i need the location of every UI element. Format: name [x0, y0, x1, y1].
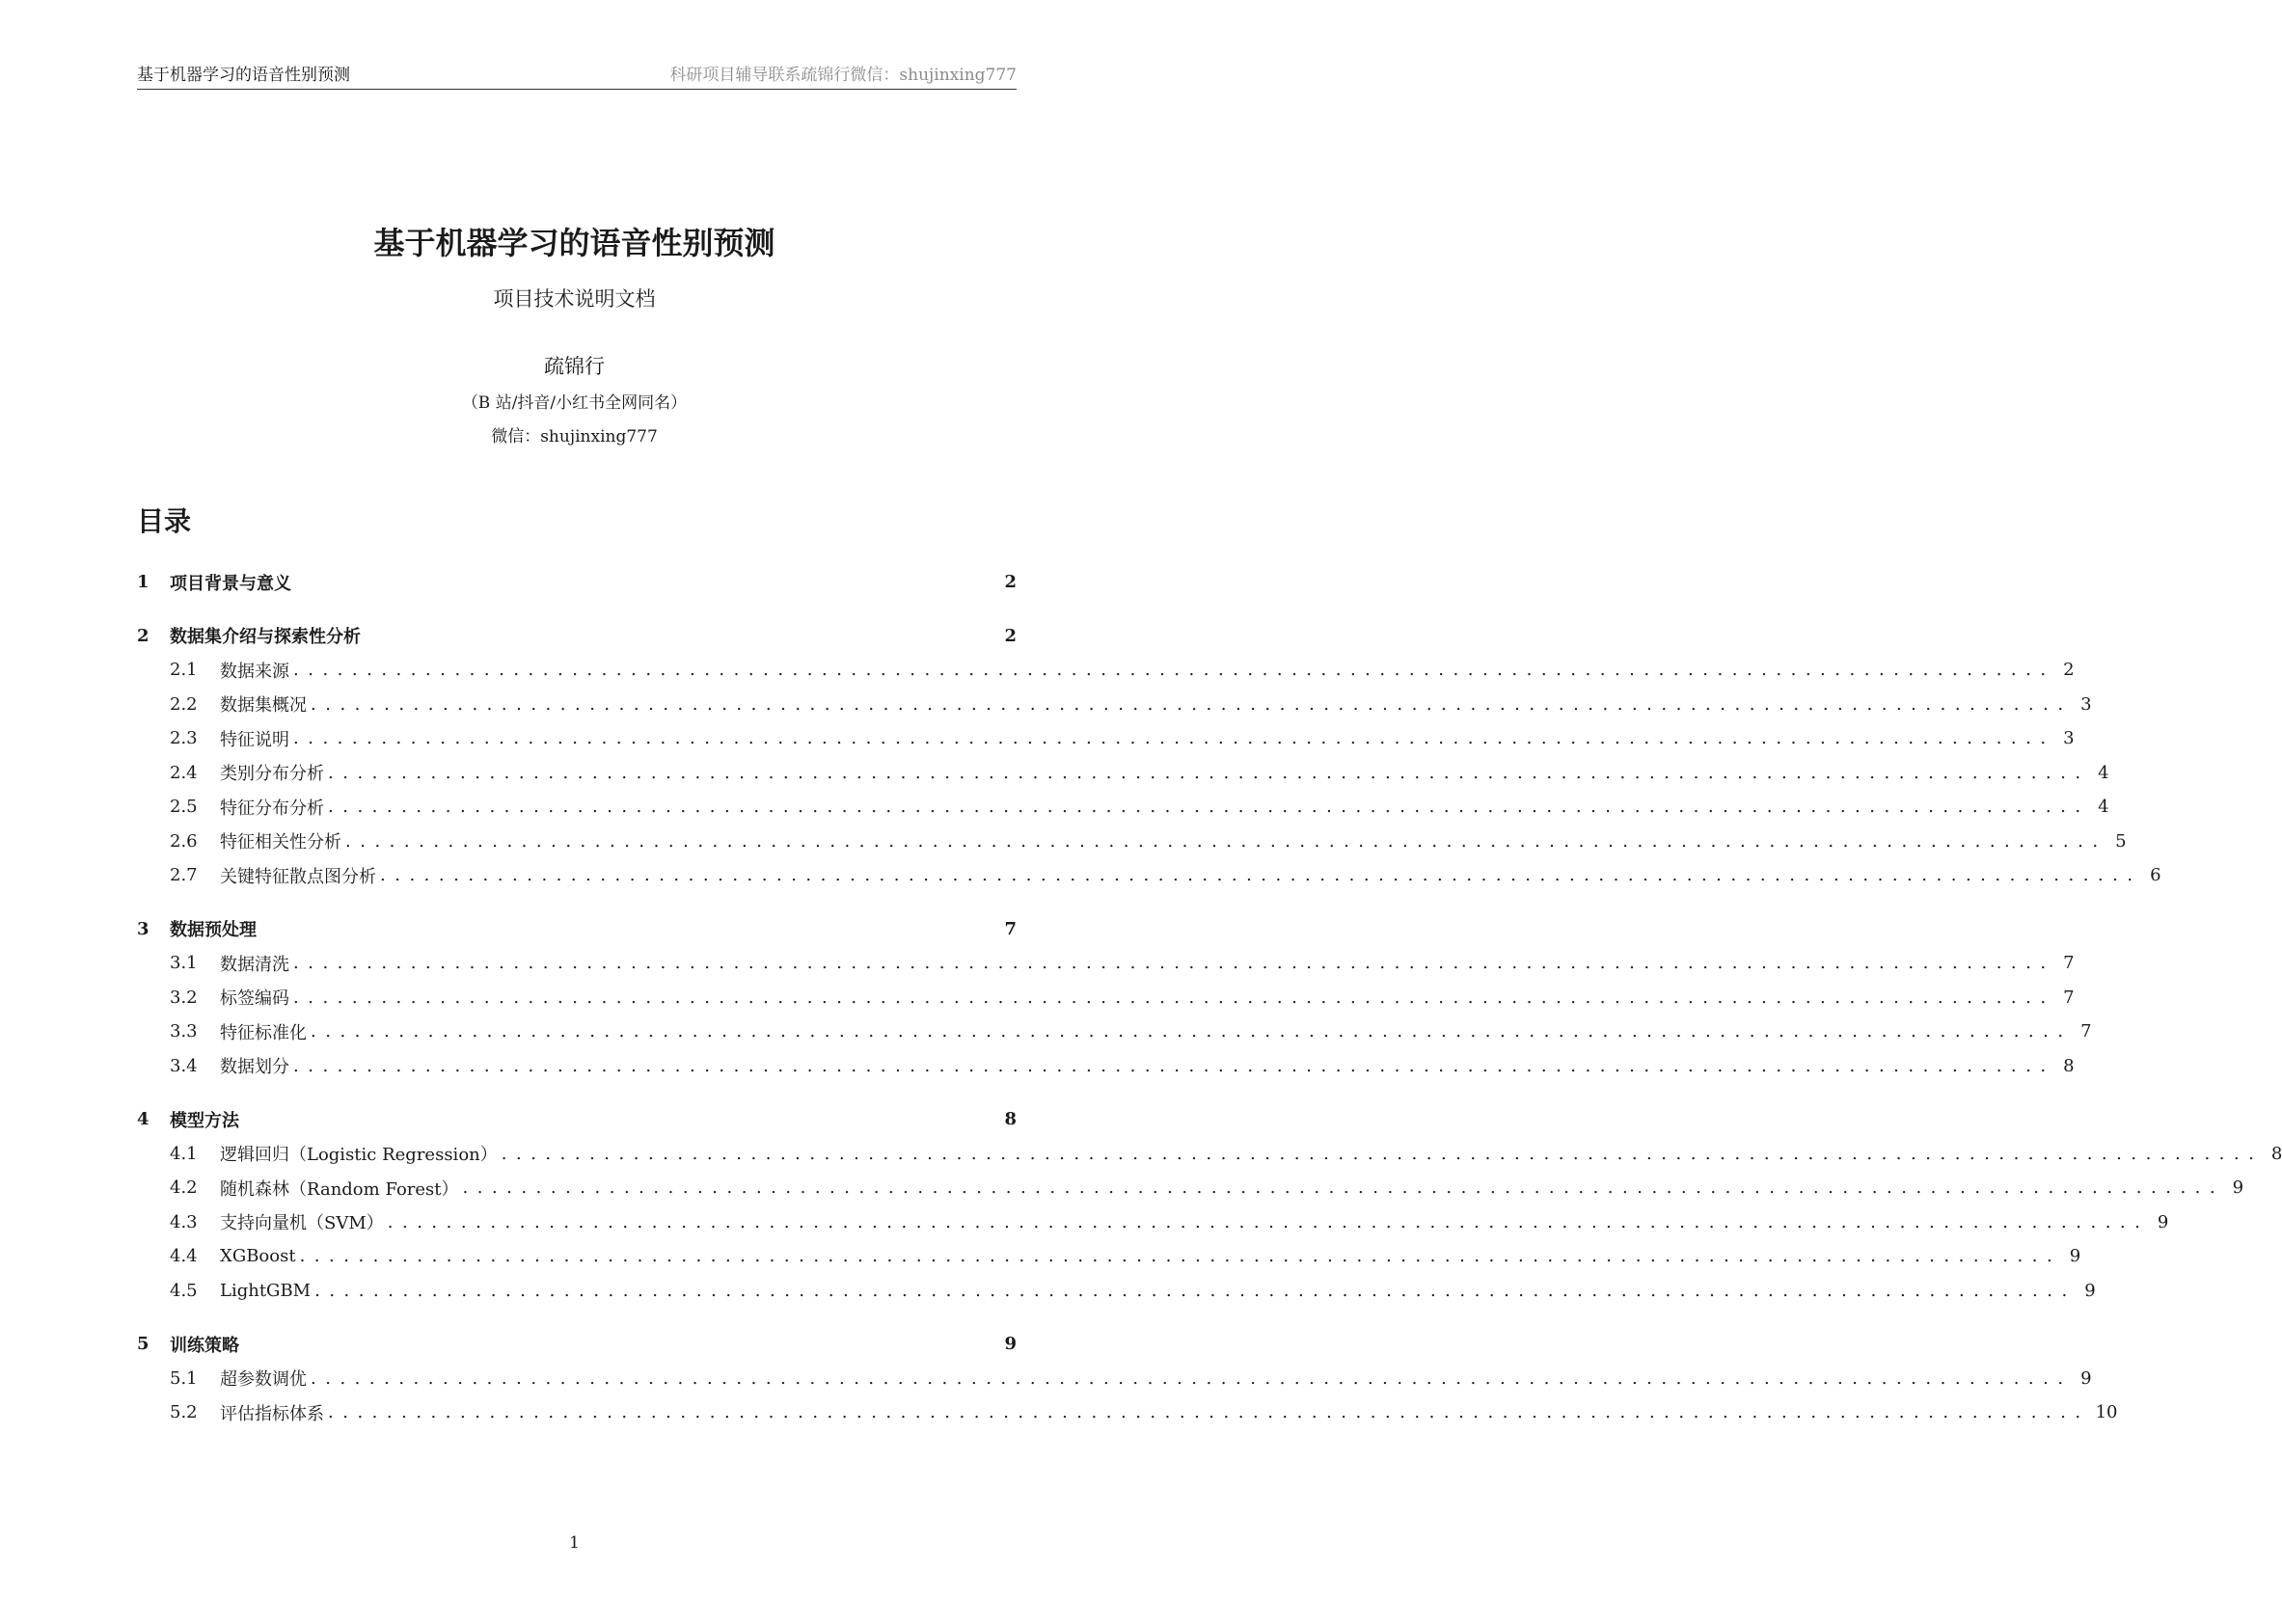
toc-entry-number: 1	[137, 572, 149, 593]
toc-entry-label: 特征相关性分析	[220, 832, 341, 853]
toc-entry-number: 3.3	[170, 1021, 198, 1042]
toc-subsection-entry[interactable]	[137, 653, 2075, 688]
toc-entry-page: 4	[2098, 762, 2109, 783]
toc-entry-label: 数据清洗	[220, 954, 289, 975]
toc-entry-label: 数据划分	[220, 1057, 289, 1078]
toc-subsection-entry[interactable]	[137, 981, 2075, 1015]
toc-dot-leader: ........................................................................................................................	[293, 660, 2055, 681]
page-number: 1	[569, 1533, 580, 1553]
toc-dot-leader: ........................................................................................................................	[293, 728, 2055, 749]
toc-entry-label: 特征说明	[220, 729, 289, 750]
toc-entry-label: LightGBM	[220, 1280, 312, 1301]
document-subtitle: 项目技术说明文档	[493, 287, 656, 311]
author-name: 疏锦行	[544, 355, 605, 378]
toc-subsection-entry[interactable]	[137, 1049, 2075, 1084]
toc-dot-leader: ........................................................................................................................	[311, 693, 2073, 715]
toc-entry-label: 数据集介绍与探索性分析	[170, 627, 361, 648]
toc-subsection-entry[interactable]	[137, 1395, 2118, 1430]
toc-entry-number: 2.4	[170, 762, 198, 783]
toc-entry-number: 5.2	[170, 1402, 198, 1423]
toc-entry-number: 2.3	[170, 728, 198, 749]
toc-section-entry[interactable]	[137, 912, 1017, 947]
toc-entry-page: 9	[2080, 1367, 2092, 1389]
toc-entry-label: 随机森林（Random Forest）	[220, 1178, 459, 1200]
toc-dot-leader: ........................................................................................................................	[328, 762, 2090, 783]
toc-dot-leader: ........................................................................................................................	[462, 1177, 2225, 1199]
toc-entry-label: 数据集概况	[220, 695, 307, 717]
toc-entry-page: 10	[2095, 1402, 2118, 1423]
toc-entry-page: 8	[2270, 1143, 2282, 1164]
toc-entry-page: 2	[1004, 572, 1017, 593]
toc-dot-leader: ........................................................................................................................	[314, 1280, 2077, 1301]
toc-entry-page: 2	[1004, 625, 1017, 646]
toc-entry-label: 标签编码	[220, 988, 289, 1010]
toc-entry-page: 9	[2069, 1246, 2081, 1267]
toc-section-entry[interactable]	[137, 1102, 1017, 1137]
toc-entry-number: 2	[137, 625, 149, 646]
toc-entry-page: 6	[2150, 865, 2161, 886]
running-header	[137, 64, 1017, 90]
toc-entry-number: 2.6	[170, 830, 198, 852]
toc-dot-leader: ........................................................................................................................	[311, 1021, 2073, 1042]
toc-entry-page: 5	[2115, 830, 2127, 852]
toc-entry-label: 支持向量机（SVM）	[220, 1213, 384, 1234]
toc-subsection-entry[interactable]	[137, 790, 2109, 825]
toc-entry-label: 项目背景与意义	[170, 573, 291, 594]
toc-entry-number: 4.3	[170, 1211, 198, 1232]
toc-entry-label: 逻辑回归（Logistic Regression）	[220, 1145, 498, 1166]
toc-entry-label: 模型方法	[170, 1110, 239, 1131]
toc-dot-leader: ........................................................................................................................	[387, 1211, 2150, 1232]
toc-entry-number: 4.4	[170, 1246, 198, 1267]
toc-dot-leader: ........................................................................................................................	[345, 830, 2107, 852]
toc-entry-number: 3.2	[170, 987, 198, 1008]
toc-dot-leader: ........................................................................................................................	[311, 1367, 2073, 1389]
toc-entry-page: 9	[2084, 1280, 2096, 1301]
toc-entry-number: 5	[137, 1334, 149, 1355]
toc-heading: 目录	[137, 505, 192, 537]
toc-entry-label: 数据来源	[220, 661, 289, 682]
toc-entry-number: 3.1	[170, 953, 198, 974]
toc-dot-leader: ........................................................................................................................	[501, 1143, 2264, 1164]
toc-entry-page: 2	[2063, 660, 2075, 681]
document-title: 基于机器学习的语音性别预测	[373, 225, 775, 261]
toc-subsection-entry[interactable]	[137, 946, 2075, 981]
toc-entry-label: 超参数调优	[220, 1369, 307, 1391]
toc-dot-leader: ........................................................................................................................	[293, 953, 2055, 974]
toc-subsection-entry[interactable]	[137, 756, 2109, 791]
toc-entry-page: 7	[2063, 953, 2075, 974]
toc-subsection-entry[interactable]	[137, 688, 2092, 722]
toc-subsection-entry[interactable]	[137, 1137, 2282, 1172]
toc-dot-leader: ........................................................................................................................	[328, 797, 2090, 818]
toc-entry-label: XGBoost	[220, 1246, 296, 1267]
table-of-contents	[137, 565, 2282, 1430]
toc-subsection-entry[interactable]	[137, 1274, 2096, 1309]
header-title: 基于机器学习的语音性别预测	[137, 66, 350, 85]
toc-subsection-entry[interactable]	[137, 1015, 2092, 1049]
toc-entry-number: 3.4	[170, 1055, 198, 1076]
toc-entry-page: 7	[1004, 918, 1017, 939]
toc-entry-page: 9	[2157, 1211, 2169, 1232]
toc-entry-number: 2.5	[170, 797, 198, 818]
toc-entry-number: 2.2	[170, 693, 198, 715]
toc-entry-number: 4.2	[170, 1177, 198, 1199]
author-affiliation: （B 站/抖音/小红书全网同名）	[461, 393, 688, 413]
toc-entry-number: 4.1	[170, 1143, 198, 1164]
toc-entry-page: 8	[1004, 1109, 1017, 1130]
toc-entry-number: 3	[137, 918, 149, 939]
toc-subsection-entry[interactable]	[137, 1205, 2169, 1240]
toc-subsection-entry[interactable]	[137, 721, 2075, 756]
toc-entry-label: 评估指标体系	[220, 1403, 324, 1424]
toc-entry-label: 数据预处理	[170, 920, 257, 941]
toc-section-entry[interactable]	[137, 619, 1017, 654]
toc-entry-number: 2.7	[170, 865, 198, 886]
toc-entry-page: 4	[2098, 797, 2109, 818]
toc-subsection-entry[interactable]	[137, 1239, 2081, 1274]
toc-subsection-entry[interactable]	[137, 858, 2161, 893]
toc-entry-label: 特征分布分析	[220, 798, 324, 819]
toc-entry-page: 9	[1004, 1334, 1017, 1355]
toc-entry-label: 特征标准化	[220, 1022, 307, 1043]
header-contact: 科研项目辅导联系疏锦行微信：shujinxing777	[669, 66, 1017, 85]
toc-section-entry[interactable]	[137, 1327, 1017, 1362]
toc-entry-page: 3	[2063, 728, 2075, 749]
toc-dot-leader: ........................................................................................................................	[328, 1402, 2090, 1423]
toc-entry-page: 7	[2080, 1021, 2092, 1042]
toc-subsection-entry[interactable]	[137, 1171, 2244, 1205]
author-wechat: 微信：shujinxing777	[491, 427, 658, 447]
toc-entry-label: 训练策略	[170, 1335, 239, 1356]
toc-dot-leader: ........................................................................................................................	[299, 1246, 2062, 1267]
toc-entry-page: 7	[2063, 987, 2075, 1008]
toc-entry-number: 5.1	[170, 1367, 198, 1389]
toc-section-entry[interactable]	[137, 565, 1017, 600]
toc-dot-leader: ........................................................................................................................	[293, 1055, 2055, 1076]
toc-subsection-entry[interactable]	[137, 825, 2127, 859]
toc-entry-label: 类别分布分析	[220, 764, 324, 785]
toc-dot-leader: ........................................................................................................................	[293, 987, 2055, 1008]
toc-dot-leader: ........................................................................................................................	[380, 865, 2142, 886]
toc-subsection-entry[interactable]	[137, 1362, 2092, 1396]
toc-entry-page: 8	[2063, 1055, 2075, 1076]
toc-entry-page: 3	[2080, 693, 2092, 715]
toc-entry-number: 2.1	[170, 660, 198, 681]
toc-entry-number: 4	[137, 1109, 149, 1130]
toc-entry-label: 关键特征散点图分析	[220, 866, 376, 887]
toc-entry-page: 9	[2232, 1177, 2244, 1199]
toc-entry-number: 4.5	[170, 1280, 198, 1301]
